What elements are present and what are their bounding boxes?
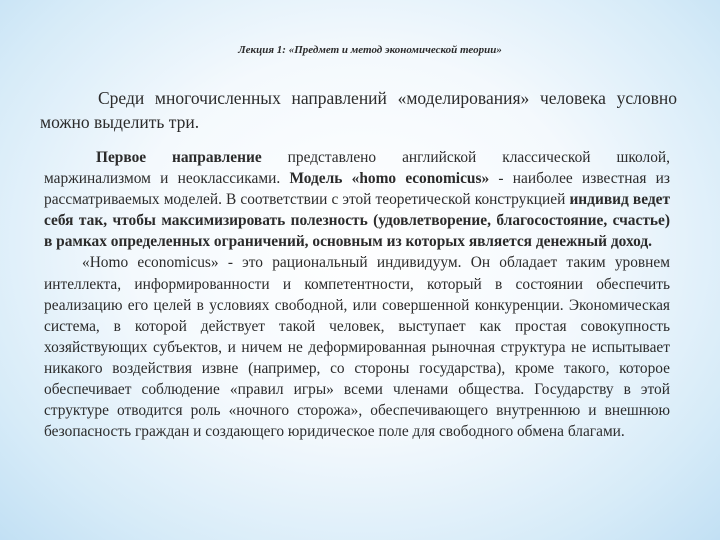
intro-paragraph	[40, 86, 677, 134]
slide-title: Лекция 1: «Предмет и метод экономической теории»	[238, 44, 502, 56]
p2-text: «Homo economicus» - это рациональный индивидуум. Он обладает таким уровнем интеллекта, информированности и компетентности, который в состоянии обеспечить реализацию его целей в условиях свободной, или совершенной конкуренции. Экономическая система, в которой действует такой человек, выступает как простая совокупность хозяйствующих субъектов, и ничем не деформированная рыночная структура не испытывает никакого воздействия извне (например, со стороны государства), кроме такого, которое обеспечивает соблюдение «правил игры» всеми членами общества. Государству в этой структуре отводится роль «ночного сторожа», обеспечивающего внутреннюю и внешнюю безопасность граждан и создающего юридическое поле для свободного обмена благами.	[44, 254, 670, 441]
body-text	[44, 147, 670, 442]
paragraph-first-direction	[44, 147, 670, 252]
p1-emphasis: индивид ведет себя так, чтобы максимизировать полезность (удовлетворение, благосостояние, счастье) в рамках определенных ограничений, основным из которых является денежный доход.	[44, 191, 670, 251]
p1-text-2: - наиболее известная из рассматриваемых моделей. В соответствии с этой теоретической конструкцией	[44, 170, 670, 209]
paragraph-homo-economicus	[44, 252, 670, 442]
p1-text-1: представлено английской классической школой, маржинализмом и неоклассиками.	[44, 149, 670, 188]
term-homo-economicus-model: Модель «homo economicus»	[289, 170, 490, 188]
term-first-direction: Первое направление	[96, 149, 262, 166]
intro-text: Среди многочисленных направлений «моделирования» человека условно можно выделить три.	[40, 88, 677, 132]
